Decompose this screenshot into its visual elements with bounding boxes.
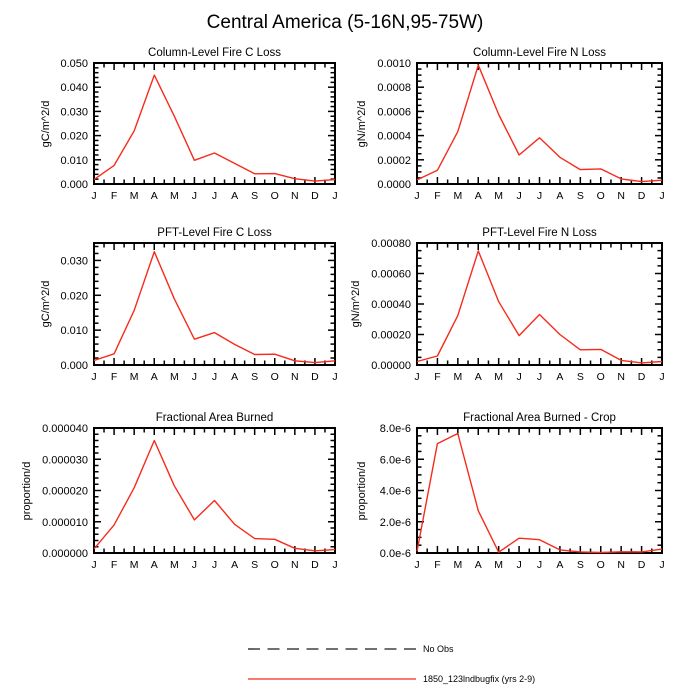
x-tick-label: O xyxy=(596,559,605,571)
x-tick-label: J xyxy=(414,190,420,202)
y-tick-label: 0.000030 xyxy=(42,454,88,467)
x-tick-label: J xyxy=(91,559,97,571)
plot-frame xyxy=(94,243,335,365)
x-tick-label: S xyxy=(251,190,259,202)
x-tick-label: S xyxy=(576,371,584,383)
axis-ticks xyxy=(417,243,662,365)
x-tick-label: N xyxy=(291,559,299,571)
x-tick-label: J xyxy=(659,190,665,202)
x-tick-label: J xyxy=(332,190,338,202)
x-tick-label: M xyxy=(169,559,179,571)
data-line xyxy=(417,434,662,553)
y-tick-label: 0.000 xyxy=(60,179,88,191)
y-tick-label: 0.0004 xyxy=(377,130,411,143)
x-tick-label: A xyxy=(474,559,482,571)
y-axis-label: proportion/d xyxy=(21,461,34,520)
y-tick-label: 0.0e-6 xyxy=(379,548,411,560)
x-tick-label: M xyxy=(453,190,463,202)
y-tick-label: 0.00040 xyxy=(371,299,411,311)
x-tick-label: J xyxy=(414,371,420,383)
chart-canvas xyxy=(353,41,678,218)
chart-canvas xyxy=(30,41,351,218)
x-tick-label: O xyxy=(596,371,605,383)
y-tick-label: 0.050 xyxy=(60,58,88,70)
subplot-fractional-area-burned-crop xyxy=(353,406,678,587)
y-tick-label: 8.0e-6 xyxy=(379,423,411,435)
x-tick-label: M xyxy=(494,190,504,202)
x-tick-label: O xyxy=(596,190,605,202)
y-tick-label: 0.00080 xyxy=(371,238,411,250)
subplot-fractional-area-burned xyxy=(21,406,351,587)
data-line xyxy=(94,441,335,551)
x-tick-label: S xyxy=(251,559,259,571)
y-tick-label: 6.0e-6 xyxy=(379,454,411,467)
x-tick-label: N xyxy=(617,190,625,202)
x-tick-label: M xyxy=(169,190,179,202)
x-tick-label: A xyxy=(474,371,482,383)
y-tick-label: 0.00020 xyxy=(371,329,411,342)
x-tick-label: J xyxy=(516,559,522,571)
y-axis-label: gC/m^2/d xyxy=(39,100,52,147)
x-tick-label: O xyxy=(270,371,279,383)
axis-ticks xyxy=(417,428,662,553)
x-tick-label: A xyxy=(231,190,239,202)
x-tick-label: D xyxy=(637,559,646,571)
x-tick-label: A xyxy=(150,190,158,202)
x-tick-label: F xyxy=(434,190,441,202)
x-tick-label: J xyxy=(516,190,522,202)
legend-label-no-obs: No Obs xyxy=(423,644,454,654)
axis-ticks xyxy=(94,428,335,553)
y-tick-label: 0.0006 xyxy=(377,106,411,119)
x-tick-label: M xyxy=(494,371,504,383)
axis-ticks xyxy=(417,63,662,184)
plot-frame xyxy=(417,428,662,553)
x-tick-label: F xyxy=(110,190,118,202)
y-tick-label: 0.020 xyxy=(60,130,88,143)
y-tick-label: 0.000 xyxy=(60,360,88,372)
y-tick-label: 0.00000 xyxy=(371,360,411,372)
x-tick-label: J xyxy=(332,371,338,383)
x-tick-label: M xyxy=(129,371,139,383)
x-tick-label: J xyxy=(91,190,97,202)
x-tick-label: J xyxy=(659,371,665,383)
x-tick-label: F xyxy=(434,559,441,571)
chart-canvas xyxy=(30,221,351,399)
subplot-pft-level-fire-n-loss xyxy=(350,221,678,399)
x-tick-label: D xyxy=(311,559,319,571)
subplot-title: Fractional Area Burned xyxy=(155,412,274,424)
y-axis-label: gN/m^2/d xyxy=(350,280,363,328)
chart-canvas xyxy=(30,406,351,587)
y-tick-label: 2.0e-6 xyxy=(379,516,411,529)
x-tick-label: A xyxy=(150,559,158,571)
x-tick-label: M xyxy=(453,559,463,571)
axis-ticks xyxy=(94,63,335,184)
x-tick-label: D xyxy=(637,190,646,202)
x-tick-label: M xyxy=(494,559,504,571)
x-tick-label: S xyxy=(251,371,259,383)
x-tick-label: D xyxy=(311,371,319,383)
x-tick-label: A xyxy=(556,559,564,571)
x-tick-label: F xyxy=(434,371,441,383)
y-tick-label: 0.000040 xyxy=(42,423,88,435)
plot-frame xyxy=(417,63,662,184)
x-tick-label: J xyxy=(332,559,338,571)
axis-ticks xyxy=(94,243,335,365)
subplot-pft-level-fire-c-loss xyxy=(30,221,351,399)
x-tick-label: D xyxy=(311,190,319,202)
plot-frame xyxy=(94,63,335,184)
y-tick-label: 0.0008 xyxy=(377,82,411,95)
x-tick-label: A xyxy=(231,371,239,383)
x-tick-label: A xyxy=(556,190,564,202)
plot-frame xyxy=(94,428,335,553)
legend-label-model-run: 1850_123lndbugfix (yrs 2-9) xyxy=(423,674,536,684)
y-tick-label: 0.030 xyxy=(60,255,88,268)
x-tick-label: A xyxy=(474,190,482,202)
x-tick-label: M xyxy=(453,371,463,383)
y-tick-label: 0.000020 xyxy=(42,485,88,498)
x-tick-label: J xyxy=(191,190,198,202)
y-tick-label: 0.000010 xyxy=(42,516,88,529)
no-obs-dashed-line xyxy=(248,645,418,653)
x-tick-label: J xyxy=(211,190,218,202)
chart-canvas xyxy=(353,406,678,587)
y-tick-label: 0.040 xyxy=(60,82,88,95)
x-tick-label: A xyxy=(150,371,158,383)
y-tick-label: 0.0002 xyxy=(377,154,411,167)
subplot-title: PFT-Level Fire N Loss xyxy=(482,227,597,239)
data-line xyxy=(417,251,662,363)
subplot-column-level-fire-n-loss xyxy=(353,41,678,218)
x-tick-label: J xyxy=(191,371,198,383)
x-tick-label: O xyxy=(270,190,279,202)
y-tick-label: 0.0010 xyxy=(377,58,411,70)
x-tick-label: J xyxy=(516,371,522,383)
x-tick-label: O xyxy=(270,559,279,571)
chart-canvas xyxy=(353,221,678,399)
subplot-title: Fractional Area Burned - Crop xyxy=(463,412,616,424)
plot-frame xyxy=(417,243,662,365)
y-tick-label: 0.020 xyxy=(60,290,88,303)
data-line xyxy=(417,65,662,181)
x-tick-label: J xyxy=(211,371,218,383)
data-line xyxy=(94,252,335,363)
y-tick-label: 0.010 xyxy=(60,154,88,167)
x-tick-label: M xyxy=(129,559,139,571)
y-tick-label: 0.0000 xyxy=(377,179,411,191)
y-tick-label: 0.00060 xyxy=(371,268,411,281)
x-tick-label: S xyxy=(576,190,584,202)
x-tick-label: S xyxy=(576,559,584,571)
x-tick-label: A xyxy=(231,559,239,571)
subplot-title: PFT-Level Fire C Loss xyxy=(157,227,272,239)
x-tick-label: J xyxy=(191,559,198,571)
y-tick-label: 0.000000 xyxy=(42,548,88,560)
y-axis-label: gC/m^2/d xyxy=(39,280,52,328)
subplot-title: Column-Level Fire C Loss xyxy=(148,47,281,59)
x-tick-label: N xyxy=(617,371,625,383)
x-tick-label: N xyxy=(617,559,625,571)
y-tick-label: 0.030 xyxy=(60,106,88,119)
x-tick-label: A xyxy=(556,371,564,383)
x-tick-label: M xyxy=(169,371,179,383)
x-tick-label: J xyxy=(211,559,218,571)
data-line xyxy=(94,75,335,181)
subplot-column-level-fire-c-loss xyxy=(30,41,351,218)
x-tick-label: F xyxy=(110,559,118,571)
y-axis-label: gN/m^2/d xyxy=(356,100,369,147)
page-title: Central America (5-16N,95-75W) xyxy=(206,12,484,33)
x-tick-label: J xyxy=(659,559,665,571)
y-tick-label: 0.010 xyxy=(60,325,88,338)
x-tick-label: J xyxy=(414,559,420,571)
y-axis-label: proportion/d xyxy=(356,461,369,520)
x-tick-label: F xyxy=(110,371,118,383)
y-tick-label: 4.0e-6 xyxy=(379,485,411,498)
model-run-line xyxy=(248,675,418,683)
x-tick-label: M xyxy=(129,190,139,202)
x-tick-label: J xyxy=(536,371,543,383)
x-tick-label: J xyxy=(536,190,543,202)
x-tick-label: N xyxy=(291,371,299,383)
subplot-title: Column-Level Fire N Loss xyxy=(473,47,606,59)
x-tick-label: J xyxy=(536,559,543,571)
x-tick-label: J xyxy=(91,371,97,383)
x-tick-label: N xyxy=(291,190,299,202)
x-tick-label: D xyxy=(637,371,646,383)
